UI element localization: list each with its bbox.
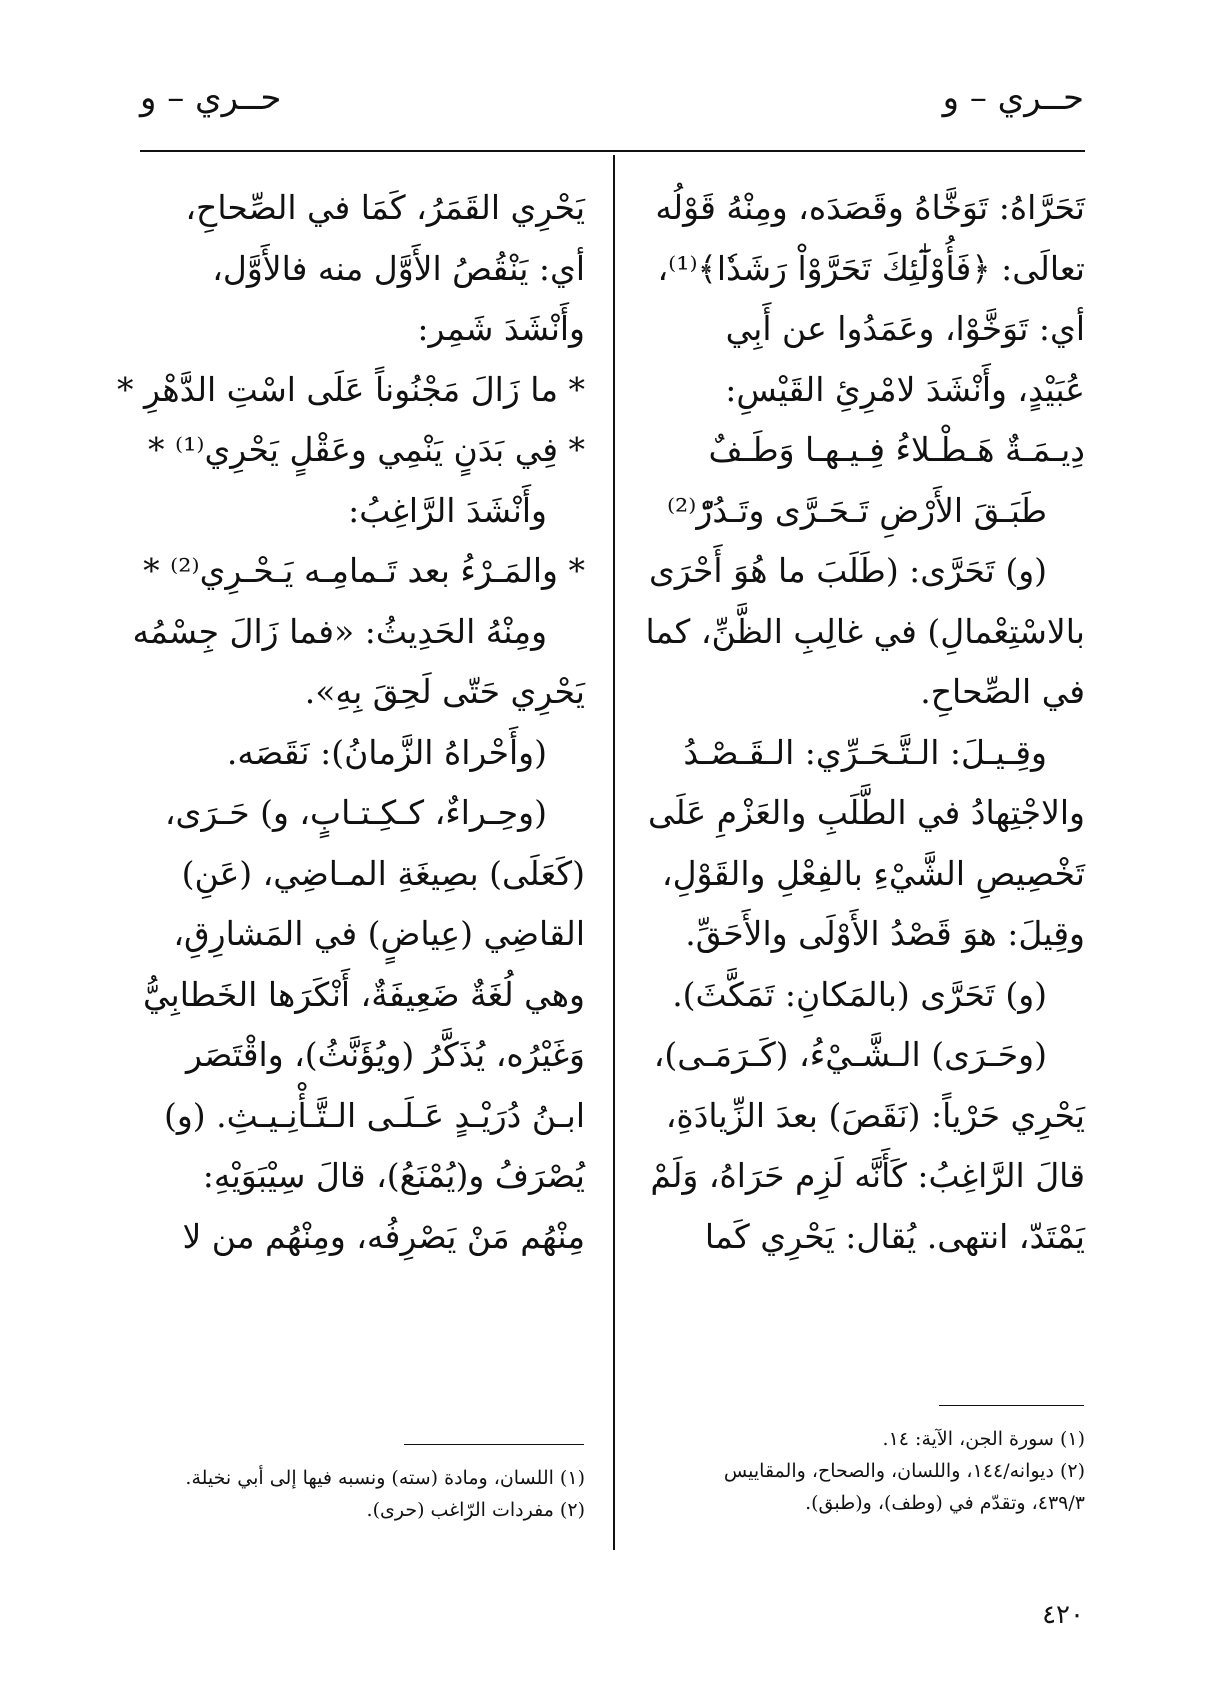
- text-line: يَحْرِي القَمَرُ، كَمَا في الصِّحاحِ،: [185, 188, 585, 227]
- text-line: تعالَى: ﴿فَأُوْلَٰٓئِكَ تَحَرَّوْاْ رَشَدٗا﴾⁽¹⁾،: [657, 248, 1085, 288]
- footnote: (١) سورة الجن، الآية: ١٤.: [882, 1428, 1085, 1450]
- column-divider: [613, 155, 615, 1550]
- text-line: يُصْرَفُ و(يُمْنَعُ)، قالَ سِيْبَوَيْهِ:: [202, 1156, 585, 1195]
- footnotes-right: [655, 1423, 1085, 1519]
- text-line: وأَنْشَدَ الرَّاغِبُ:: [348, 490, 547, 530]
- footnote: (١) اللسان، ومادة (سته) ونسبه فيها إلى أبي نخيلة.: [185, 1467, 585, 1489]
- running-header-left: حــري – و: [140, 78, 282, 118]
- text-line: ومِنْهُ الحَدِيثُ: «فما زَالَ جِسْمُه: [132, 611, 547, 651]
- poem-line: * ما زَالَ مَجْنُوناً عَلَى اسْتِ الدَّهْرِ *: [117, 369, 585, 409]
- footnote-rule-left: [404, 1444, 584, 1445]
- text-line: القاضِي (عِياضٍ) في المَشارِقِ،: [173, 914, 585, 953]
- text-line: وقِيلَ: هوَ قَصْدُ الأَوْلَى والأَحَقِّ.: [685, 914, 1085, 953]
- text-line: (كَعَلَى) بصِيغَةِ المـاضِي، (عَنِ): [181, 853, 585, 893]
- footnote: (٢) ديوانه/١٤٤، واللسان، والصحاح، والمقاييس: [723, 1460, 1085, 1482]
- text-line: والاجْتِهادُ في الطَّلَبِ والعَزْمِ عَلَى: [648, 793, 1085, 832]
- text-line: عُبَيْدٍ، وأَنْشَدَ لامْرِئِ القَيْسِ:: [725, 369, 1085, 409]
- text-line: تَخْصِيصِ الشَّيْءِ بالفِعْلِ والقَوْلِ،: [661, 853, 1085, 893]
- running-header-right: حــري – و: [942, 78, 1084, 118]
- text-line: بالاسْتِعْمالِ) في غالِبِ الظَّنِّ، كما: [645, 611, 1085, 651]
- poem-line: طَبَـقَ الأَرْضِ تَـحَـرَّى وتَـدُرّْ⁽²⁾: [666, 490, 1047, 530]
- poem-line: دِيـمَـةٌ هَـطْـلاءُ فِـيـهـا وَطَـفٌ: [708, 430, 1085, 469]
- text-line: وَغَيْرُه، يُذَكَّرُ (ويُؤَنَّثُ)، واقْتَصَر: [185, 1035, 585, 1074]
- text-line: (و) تَحَرَّى: (طَلَبَ ما هُوَ أَحْرَى: [648, 551, 1047, 590]
- text-line: (وحَـرَى) الـشَّـيْءُ، (كَـرَمَـى)،: [653, 1035, 1047, 1074]
- text-line: (و) تَحَرَّى (بالمَكانِ: تَمَكَّثَ).: [672, 974, 1047, 1014]
- text-line: وقِـيـلَ: الـتَّـحَـرِّي: الـقَـصْـدُ: [683, 732, 1047, 772]
- left-column-text: [117, 178, 585, 1267]
- poem-line: * فِي بَدَنٍ يَنْمِي وعَقْلٍ يَحْرِي⁽¹⁾ *: [148, 430, 585, 469]
- text-line: يَمْتَدّ، انتهى. يُقال: يَحْرِي كَما: [704, 1216, 1085, 1256]
- text-line: وهي لُغَةٌ ضَعِيفَةٌ، أَنْكَرَها الخَطابِيُّ: [143, 974, 585, 1014]
- text-line: يَحْرِي حَتّى لَحِقَ بِهِ».: [304, 672, 585, 711]
- footnotes-left: [140, 1462, 585, 1526]
- text-line: أي: تَوَخَّوْا، وعَمَدُوا عن أَبِي: [725, 309, 1085, 348]
- page-number: ٤٢٠: [1042, 1600, 1084, 1630]
- text-line: أي: يَنْقُصُ الأَوَّل منه فالأَوَّل،: [212, 248, 585, 288]
- text-line: (وأَحْراهُ الزَّمانُ): نَقَصَه.: [226, 732, 547, 772]
- text-line: يَحْرِي حَرْياً: (نَقَصَ) بعدَ الزِّيادَةِ،: [665, 1095, 1085, 1135]
- text-line: ابـنُ دُرَيْـدٍ عَـلَـى الـتَّـأْنِـيـثِ. (و): [164, 1095, 585, 1135]
- text-line: وأَنْشَدَ شَمِر:: [417, 309, 585, 348]
- footnote: ٤٣٩/٣، وتقدّم في (وطف)، و(طبق).: [805, 1492, 1085, 1514]
- text-line: في الصِّحاحِ.: [920, 672, 1085, 711]
- footnote: (٢) مفردات الرّاغب (حرى).: [366, 1499, 585, 1521]
- text-line: مِنْهُم مَنْ يَصْرِفُه، ومِنْهُم من لا: [182, 1216, 585, 1256]
- text-line: قالَ الرَّاغِبُ: كَأَنَّه لَزِم حَرَاهُ، وَلَمْ: [650, 1156, 1085, 1195]
- poem-line: * والمَـرْءُ بعد تَـمامِـه يَـحْـرِي⁽²⁾ *: [143, 551, 585, 590]
- text-line: تَحَرَّاهُ: تَوَخَّاهُ وقَصَدَه، ومِنْهُ قَوْلُه: [655, 188, 1085, 227]
- footnote-rule-right: [939, 1405, 1084, 1406]
- right-column-text: [645, 178, 1085, 1267]
- header-rule: [140, 150, 1085, 152]
- text-line: (وحِـراءٌ، كـكِـتـابٍ، و) حَـرَى،: [164, 793, 547, 832]
